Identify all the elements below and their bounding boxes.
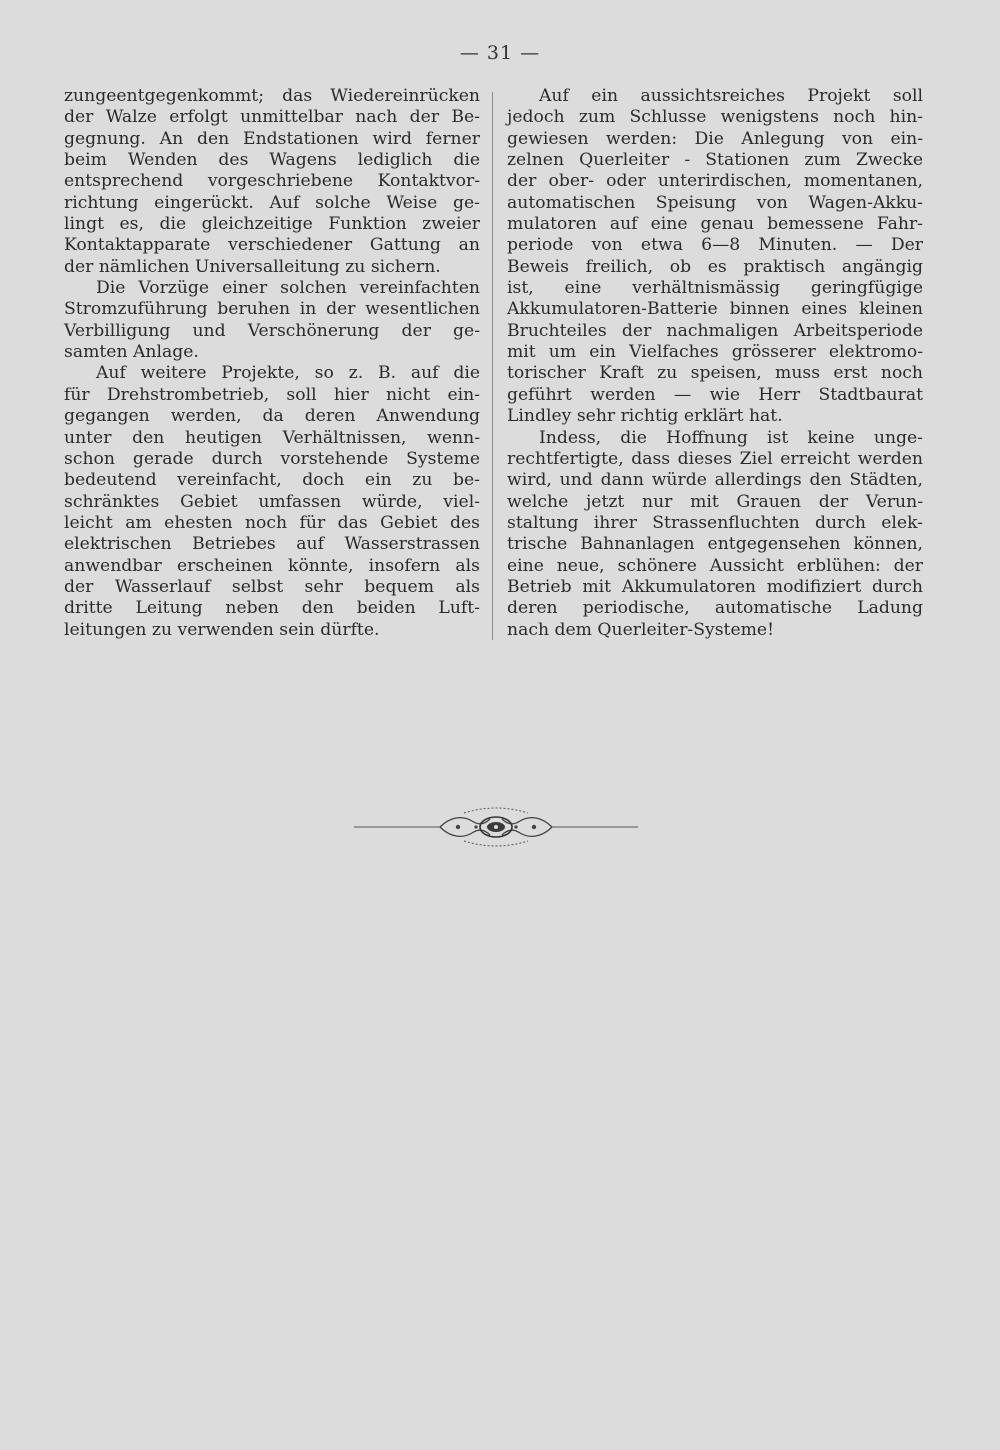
text-line: trische Bahnanlagen entgegensehen können,	[507, 534, 923, 555]
text-line: Verbilligung und Verschönerung der ge-	[64, 320, 480, 341]
text-line: Bruchteiles der nachmaligen Arbeitsperiode	[507, 320, 923, 341]
text-line: bedeutend vereinfacht, doch ein zu be-	[64, 470, 480, 491]
text-line: Indess, die Hoffnung ist keine unge-	[539, 427, 923, 448]
text-line: der nämlichen Universalleitung zu sichern.	[64, 256, 441, 277]
text-line: periode von etwa 6—8 Minuten. — Der	[507, 235, 923, 256]
text-line: rechtfertigte, dass dieses Ziel erreicht werden	[507, 448, 923, 469]
text-line: schränktes Gebiet umfassen würde, viel-	[64, 491, 480, 512]
text-line: der ober- oder unterirdischen, momentanen,	[507, 171, 923, 192]
text-line: Beweis freilich, ob es praktisch angängig	[507, 256, 923, 277]
text-line: beim Wenden des Wagens lediglich die	[64, 150, 480, 171]
text-line: Auf weitere Projekte, so z. B. auf die	[96, 363, 480, 384]
text-line: Auf ein aussichtsreiches Projekt soll	[539, 86, 923, 106]
text-line: nach dem Querleiter-Systeme!	[507, 619, 774, 640]
text-line: unter den heutigen Verhältnissen, wenn-	[64, 427, 480, 448]
text-line: Betrieb mit Akkumulatoren modifiziert durch	[507, 576, 923, 597]
text-line: dritte Leitung neben den beiden Luft-	[64, 598, 480, 619]
text-line: richtung eingerückt. Auf solche Weise ge-	[64, 192, 480, 213]
text-line: samten Anlage.	[64, 342, 199, 363]
text-line: lingt es, die gleichzeitige Funktion zweier	[64, 214, 480, 235]
text-line: Akkumulatoren-Batterie binnen eines kleinen	[507, 299, 923, 320]
column-divider	[492, 92, 493, 640]
text-line: ist, eine verhältnismässig geringfügige	[507, 278, 923, 299]
text-line: deren periodische, automatische Ladung	[507, 598, 923, 619]
text-line: elektrischen Betriebes auf Wasserstrassen	[64, 534, 480, 555]
text-line: Die Vorzüge einer solchen vereinfachten	[96, 278, 480, 299]
text-line: schon gerade durch vorstehende Systeme	[64, 448, 480, 469]
text-line: Lindley sehr richtig erklärt hat.	[507, 406, 783, 427]
text-line: wird, und dann würde allerdings den Städten,	[507, 470, 923, 491]
right-text-column	[507, 86, 923, 641]
text-line: gegangen werden, da deren Anwendung	[64, 406, 480, 427]
text-line: leitungen zu verwenden sein dürfte.	[64, 619, 380, 640]
text-line: gewiesen werden: Die Anlegung von ein-	[507, 128, 923, 149]
text-line: Stromzuführung beruhen in der wesentlichen	[64, 299, 480, 320]
text-line: zungeentgegenkommt; das Wiedereinrücken	[64, 86, 480, 106]
ornamental-divider-icon	[354, 805, 638, 849]
text-line: für Drehstrombetrieb, soll hier nicht ein-	[64, 384, 480, 405]
text-line: jedoch zum Schlusse wenigstens noch hin-	[507, 107, 923, 128]
text-line: eine neue, schönere Aussicht erblühen: der	[507, 555, 923, 576]
text-line: automatischen Speisung von Wagen-Akku-	[507, 192, 923, 213]
text-line: anwendbar erscheinen könnte, insofern als	[64, 555, 480, 576]
text-line: mulatoren auf eine genau bemessene Fahr-	[507, 214, 923, 235]
text-line: leicht am ehesten noch für das Gebiet des	[64, 512, 480, 533]
text-line: entsprechend vorgeschriebene Kontaktvor-	[64, 171, 480, 192]
text-line: zelnen Querleiter - Stationen zum Zwecke	[507, 150, 923, 171]
text-line: geführt werden — wie Herr Stadtbaurat	[507, 384, 923, 405]
text-line: torischer Kraft zu speisen, muss erst noch	[507, 363, 923, 384]
text-line: welche jetzt nur mit Grauen der Verun-	[507, 491, 923, 512]
page-number: — 31 —	[459, 42, 541, 64]
text-line: der Walze erfolgt unmittelbar nach der Be-	[64, 107, 480, 128]
text-line: mit um ein Vielfaches grösserer elektromo-	[507, 342, 923, 363]
text-line: gegnung. An den Endstationen wird ferner	[64, 128, 480, 149]
text-line: Kontaktapparate verschiedener Gattung an	[64, 235, 480, 256]
left-text-column	[64, 86, 480, 641]
text-line: staltung ihrer Strassenfluchten durch elek-	[507, 512, 923, 533]
text-line: der Wasserlauf selbst sehr bequem als	[64, 576, 480, 597]
